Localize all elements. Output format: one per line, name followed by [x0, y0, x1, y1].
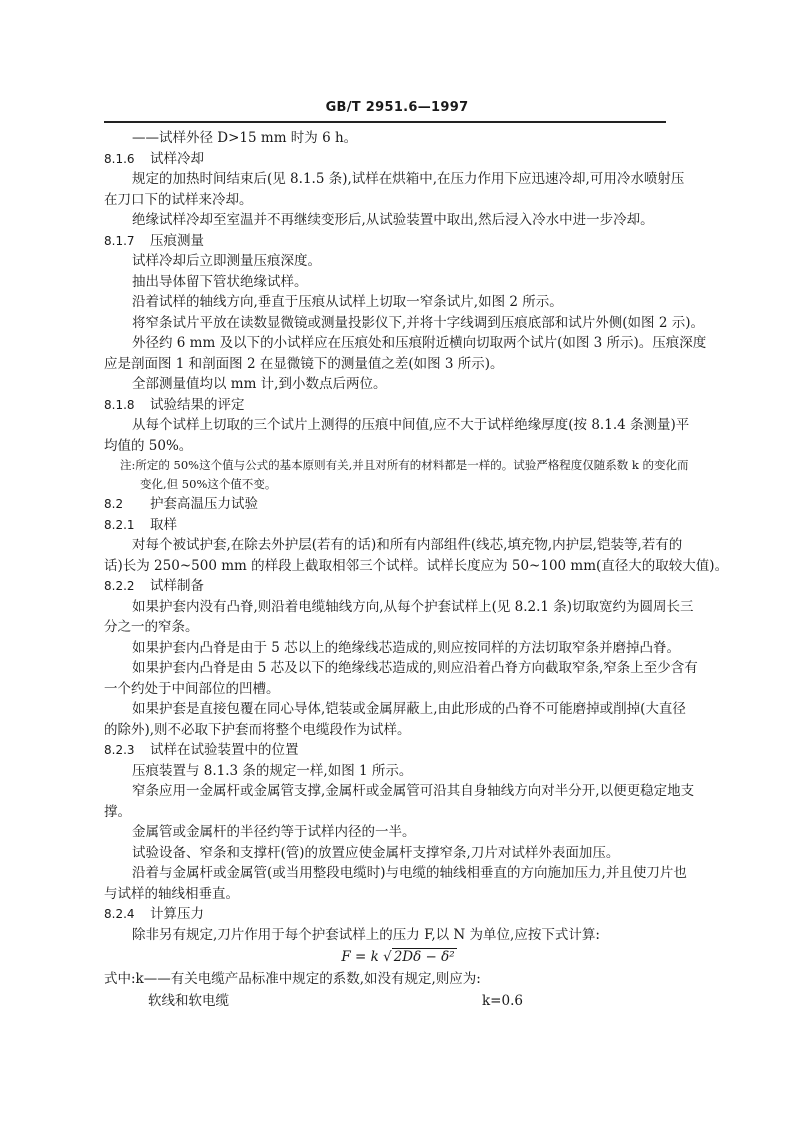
note-line: 变化,但 50%这个值不变。: [140, 477, 277, 491]
paragraph-line: 应是剖面图 1 和剖面图 2 在显微镜下的测量值之差(如图 3 所示)。: [104, 355, 504, 372]
section-heading: [104, 904, 670, 925]
paragraph-line: 试验设备、窄条和支撑杆(管)的放置应使金属杆支撑窄条,刀片对试样外表面加压。: [132, 844, 620, 861]
document-body: [104, 128, 729, 1012]
paragraph-line: 窄条应用一金属杆或金属管支撑,金属杆或金属管可沿其自身轴线方向对半分开,以便更稳定地支: [132, 783, 695, 799]
paragraph-line: 从每个试样上切取的三个试片上测得的压痕中间值,应不大于试样绝缘厚度(按 8.1.4 条测量)平: [132, 417, 690, 433]
paragraph-line: 试样冷却后立即测量压痕深度。: [132, 253, 321, 269]
section-title: 护套高温压力试验: [150, 496, 258, 512]
paragraph-line: 如果护套内凸脊是由于 5 芯以上的绝缘线芯造成的,则应按同样的方法切取窄条并磨掉凸脊。: [132, 639, 680, 656]
text-blocks: [104, 128, 729, 945]
paragraph-line: 全部测量值均以 mm 计,到小数点后两位。: [132, 376, 387, 392]
paragraph-line: 如果护套内没有凸脊,则沿着电缆轴线方向,从每个护套试样上(见 8.2.1 条)切取宽约为圆周长三: [132, 598, 694, 615]
paragraph-line: 的除外),则不必取下护套而将整个电缆段作为试样。: [104, 721, 411, 738]
paragraph-line: 对每个被试护套,在除去外护层(若有的话)和所有内部组件(线芯,填充物,内护层,铠装等,若有的: [132, 537, 683, 553]
paragraph-line: 外径约 6 mm 及以下的小试样应在压痕处和压痕附近横向切取两个试片(如图 3 所示)。压痕深度: [132, 335, 707, 351]
section-number: 8.1.6: [104, 151, 135, 166]
note-line: 注:所定的 50%这个值与公式的基本原则有关,并且对所有的材料都是一样的。试验严格程度仅随系数 k 的变化而: [120, 458, 689, 472]
formula: [104, 945, 670, 969]
paragraph-line: 均值的 50%。: [104, 437, 193, 454]
paragraph-line: 沿着试样的轴线方向,垂直于压痕从试样上切取一窄条试片,如图 2 所示。: [132, 294, 563, 310]
section-heading: [104, 515, 670, 536]
page-header: GB/T 2951.6—1997: [325, 100, 469, 115]
section-number: 8.2.3: [104, 743, 135, 757]
paragraph-line: 除非另有规定,刀片作用于每个护套试样上的压力 F,以 N 为单位,应按下式计算:: [132, 926, 600, 943]
formula-lhs: F = k: [341, 949, 379, 965]
header-rule: [104, 121, 666, 123]
section-number: 8.1.8: [104, 397, 135, 412]
paragraph-line: 在刀口下的试样来冷却。: [104, 191, 253, 208]
paragraph-line: 压痕装置与 8.1.3 条的规定一样,如图 1 所示。: [132, 762, 413, 779]
section-heading: [104, 149, 670, 170]
paragraph-line: 沿着与金属杆或金属管(或当用整段电缆时)与电缆的轴线相垂直的方向施加压力,并且使刀片也: [132, 865, 687, 881]
paragraph-line: 一个约处于中间部位的凹槽。: [104, 680, 280, 697]
paragraph-line: 抽出导体留下管状绝缘试样。: [132, 273, 308, 290]
section-title: 试样在试验装置中的位置: [150, 742, 299, 758]
paragraph-line: 将窄条试片平放在读数显微镜或测量投影仪下,并将十字线调到压痕底部和试片外侧(如图 2 示)。: [132, 314, 704, 331]
section-title: 取样: [150, 516, 177, 533]
section-title: 试样制备: [150, 578, 204, 594]
k-row-value: k=0.6: [482, 992, 523, 1009]
k-row-label: 软线和软电缆: [148, 992, 229, 1009]
k-row: [104, 990, 670, 1012]
section-number: 8.2.4: [104, 907, 135, 921]
paragraph-line: 撑。: [104, 803, 131, 820]
section-title: 计算压力: [150, 906, 204, 922]
section-title: 压痕测量: [150, 232, 204, 249]
sqrt-sign: √: [383, 949, 392, 965]
section-heading: [104, 740, 670, 761]
paragraph-line: 如果护套是直接包覆在同心导体,铠装或金属屏蔽上,由此形成的凸脊不可能磨掉或削掉(大直径: [132, 701, 686, 717]
section-heading: [104, 576, 670, 597]
section-heading: [104, 494, 670, 515]
paragraph-line: 如果护套内凸脊是由 5 芯及以下的绝缘线芯造成的,则应沿着凸脊方向截取窄条,窄条上至少含有: [132, 660, 698, 676]
section-title: 试样冷却: [150, 150, 204, 167]
section-title: 试验结果的评定: [150, 396, 245, 413]
paragraph-line: 与试样的轴线相垂直。: [104, 885, 239, 902]
section-heading: [104, 231, 670, 252]
section-number: 8.2: [104, 497, 124, 511]
paragraph-line: 规定的加热时间结束后(见 8.1.5 条),试样在烘箱中,在压力作用下应迅速冷却,可用冷水喷射压: [132, 171, 685, 187]
section-number: 8.1.7: [104, 233, 135, 248]
paragraph-line: 金属管或金属杆的半径约等于试样内径的一半。: [132, 824, 416, 840]
where-line: 式中:k——有关电缆产品标准中规定的系数,如没有规定,则应为:: [104, 971, 481, 987]
section-heading: [104, 395, 670, 416]
paragraph-line: 分之一的窄条。: [104, 619, 199, 635]
paragraph-line: 绝缘试样冷却至室温并不再继续变形后,从试验装置中取出,然后浸入冷水中进一步冷却。: [132, 212, 654, 228]
paragraph-line: 话)长为 250~500 mm 的样段上截取相邻三个试样。试样长度应为 50~100 mm(直径大的取较大值)。: [104, 557, 729, 574]
formula-radicand: 2Dδ − δ²: [393, 949, 455, 965]
paragraph-line: ——试样外径 D>15 mm 时为 6 h。: [132, 130, 358, 146]
section-number: 8.2.2: [104, 579, 135, 593]
section-number: 8.2.1: [104, 517, 135, 532]
